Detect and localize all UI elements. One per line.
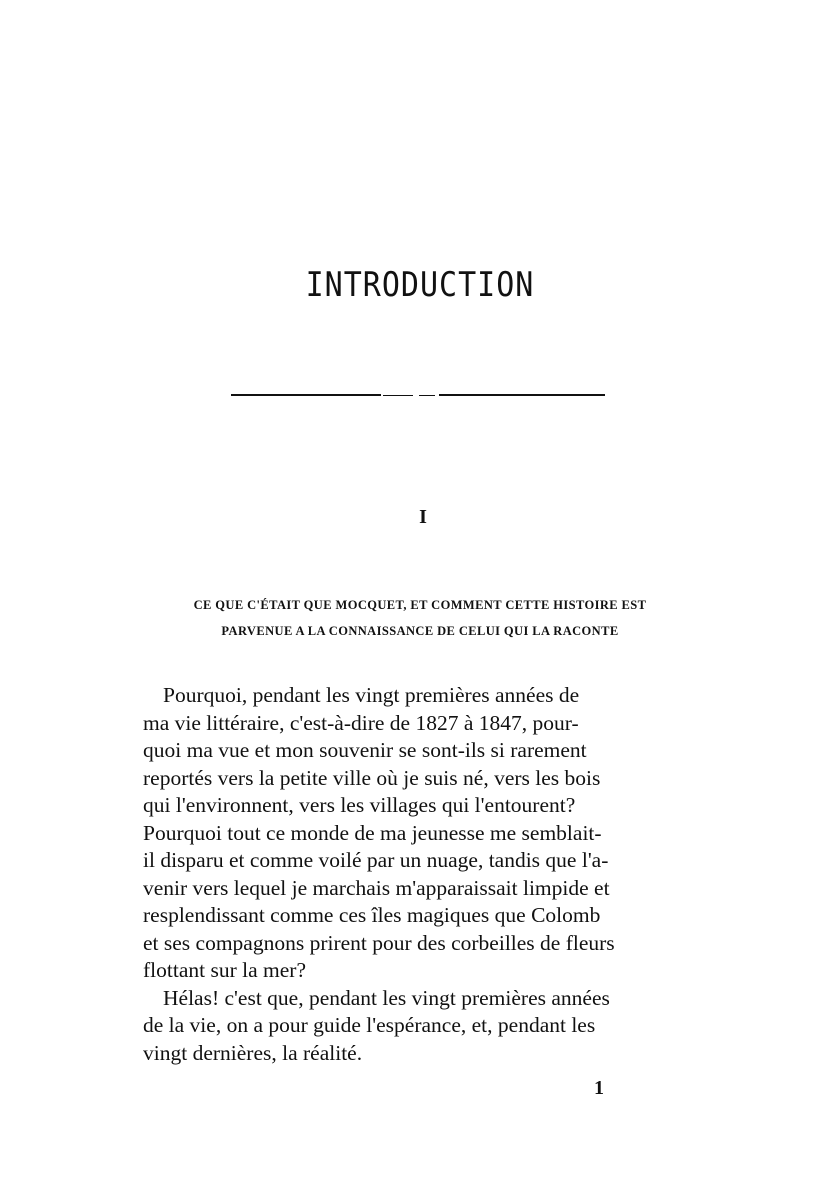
chapter-numeral: I <box>419 506 427 528</box>
page-number: 1 <box>594 1077 604 1099</box>
text-line: quoi ma vue et mon souvenir se sont-ils si rarement <box>143 738 587 762</box>
text-line: Pourquoi tout ce monde de ma jeunesse me semblait- <box>143 820 602 845</box>
text-line: il disparu et comme voilé par un nuage, tandis que l'a- <box>143 848 609 872</box>
chapter-subtitle-line: PARVENUE A LA CONNAISSANCE DE CELUI QUI LA RACONTE <box>221 624 619 638</box>
text-line: Pourquoi, pendant les vingt premières années de <box>163 683 580 707</box>
text-line: de la vie, on a pour guide l'espérance, et, pendant les <box>143 1013 596 1037</box>
text-line: flottant sur la mer? <box>143 958 306 982</box>
divider-segment <box>439 394 605 396</box>
paragraph <box>143 985 696 1068</box>
text-line: qui l'environnent, vers les villages qui l'entourent? <box>143 793 576 817</box>
paragraph <box>143 682 696 985</box>
divider-segment <box>419 395 435 396</box>
text-line: reportés vers la petite ville où je suis né, vers les bois <box>143 765 601 790</box>
text-line: ma vie littéraire, c'est-à-dire de 1827 à 1847, pour- <box>143 710 579 735</box>
divider-segment <box>383 395 413 396</box>
text-line: vingt dernières, la réalité. <box>143 1040 363 1065</box>
text-line: venir vers lequel je marchais m'apparaissait limpide et <box>143 875 610 900</box>
body-text <box>143 682 696 1067</box>
page-title: INTRODUCTION <box>305 265 535 306</box>
chapter-subtitle <box>130 592 710 644</box>
text-line: resplendissant comme ces îles magiques que Colomb <box>143 903 601 927</box>
chapter-subtitle-line: CE QUE C'ÉTAIT QUE MOCQUET, ET COMMENT CETTE HISTOIRE EST <box>193 598 647 612</box>
text-line: Hélas! c'est que, pendant les vingt premières années <box>163 985 610 1010</box>
text-line: et ses compagnons prirent pour des corbeilles de fleurs <box>143 930 615 955</box>
divider-segment <box>231 394 381 396</box>
ornamental-divider <box>231 392 605 398</box>
